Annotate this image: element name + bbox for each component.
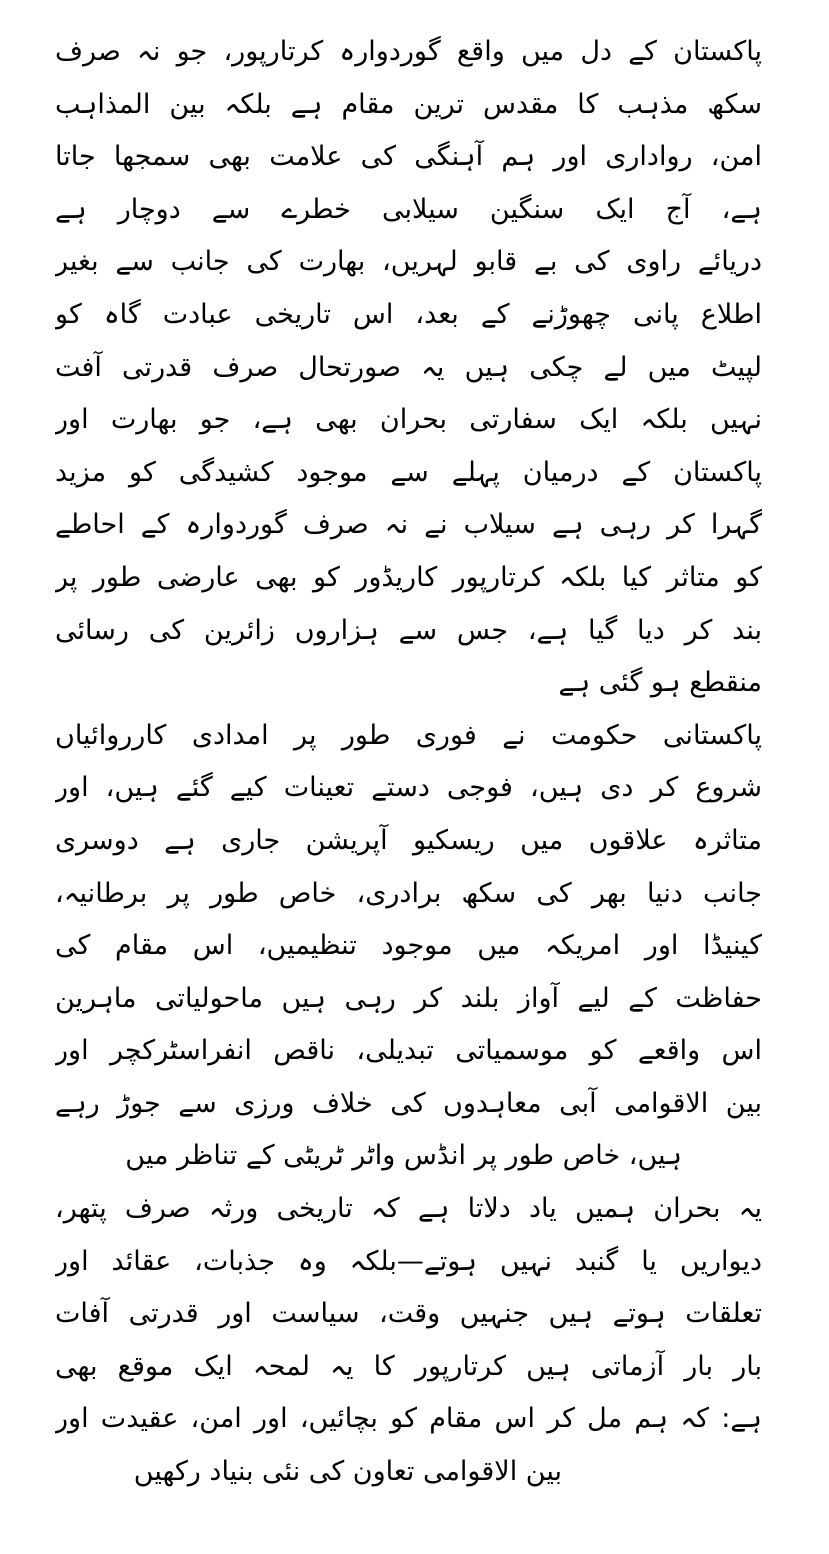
paragraph-line: دیواریں یا گنبد نہیں ہوتے—بلکہ وہ جذبات، عقائد اور <box>55 1245 762 1277</box>
paragraph-line: ہیں، خاص طور پر انڈس واٹر ٹریٹی کے تناظر میں <box>125 1140 682 1172</box>
paragraph-line: گہرا کر رہی ہے سیلاب نے نہ صرف گوردوارہ کے احاطے <box>55 509 762 541</box>
paragraph-line: پاکستان کے دل میں واقع گوردوارہ کرتارپور، جو نہ صرف <box>55 36 762 67</box>
paragraph-line: پاکستانی حکومت نے فوری طور پر امدادی کارروائیاں <box>55 719 762 751</box>
paragraph-line: امن، رواداری اور ہم آہنگی کی علامت بھی سمجھا جاتا <box>55 141 762 173</box>
paragraph-line: کینیڈا اور امریکہ میں موجود تنظیمیں، اس مقام کی <box>55 930 762 962</box>
paragraph-line: بین الاقوامی تعاون کی نئی بنیاد رکھیں <box>133 1456 562 1488</box>
paragraph-line: شروع کر دی ہیں، فوجی دستے تعینات کیے گئے ہیں، اور <box>55 772 762 804</box>
paragraph-line: یہ بحران ہمیں یاد دلاتا ہے کہ تاریخی ورثہ صرف پتھر، <box>55 1193 762 1225</box>
paragraph-2 <box>55 710 762 1183</box>
paragraph-3 <box>55 1183 762 1499</box>
paragraph-line: اس واقعے کو موسمیاتی تبدیلی، ناقص انفراسٹرکچر اور <box>55 1035 762 1067</box>
paragraph-line: بار بار آزماتی ہیں کرتارپور کا یہ لمحہ ایک موقع بھی <box>55 1350 762 1382</box>
paragraph-line: بند کر دیا گیا ہے، جس سے ہزاروں زائرین کی رسائی <box>55 614 762 646</box>
paragraph-line: تعلقات ہوتے ہیں جنہیں وقت، سیاست اور قدرتی آفات <box>55 1298 762 1330</box>
paragraph-line: ہے: کہ ہم مل کر اس مقام کو بچائیں، اور امن، عقیدت اور <box>55 1403 762 1435</box>
paragraph-line: جانب دنیا بھر کی سکھ برادری، خاص طور پر برطانیہ، <box>55 877 762 909</box>
paragraph-line: سکھ مذہب کا مقدس ترین مقام ہے بلکہ بین المذاہب <box>55 88 762 120</box>
document-body <box>55 26 762 1499</box>
paragraph-line: متاثرہ علاقوں میں ریسکیو آپریشن جاری ہے دوسری <box>55 824 762 856</box>
paragraph-line: بین الاقوامی آبی معاہدوں کی خلاف ورزی سے جوڑ رہے <box>55 1087 762 1119</box>
paragraph-1 <box>55 26 762 710</box>
paragraph-line: منقطع ہو گئی ہے <box>558 667 762 699</box>
paragraph-line: دریائے راوی کی بے قابو لہریں، بھارت کی جانب سے بغیر <box>55 246 762 278</box>
paragraph-line: نہیں بلکہ ایک سفارتی بحران بھی ہے، جو بھارت اور <box>55 404 762 436</box>
paragraph-line: کو متاثر کیا بلکہ کرتارپور کاریڈور کو بھی عارضی طور پر <box>55 561 762 593</box>
paragraph-line: ہے، آج ایک سنگین سیلابی خطرے سے دوچار ہے <box>55 193 762 225</box>
paragraph-line: لپیٹ میں لے چکی ہیں یہ صورتحال صرف قدرتی آفت <box>55 351 762 383</box>
paragraph-line: پاکستان کے درمیان پہلے سے موجود کشیدگی کو مزید <box>55 456 762 488</box>
paragraph-line: حفاظت کے لیے آواز بلند کر رہی ہیں ماحولیاتی ماہرین <box>55 982 762 1014</box>
paragraph-line: اطلاع پانی چھوڑنے کے بعد، اس تاریخی عبادت گاہ کو <box>55 298 762 330</box>
